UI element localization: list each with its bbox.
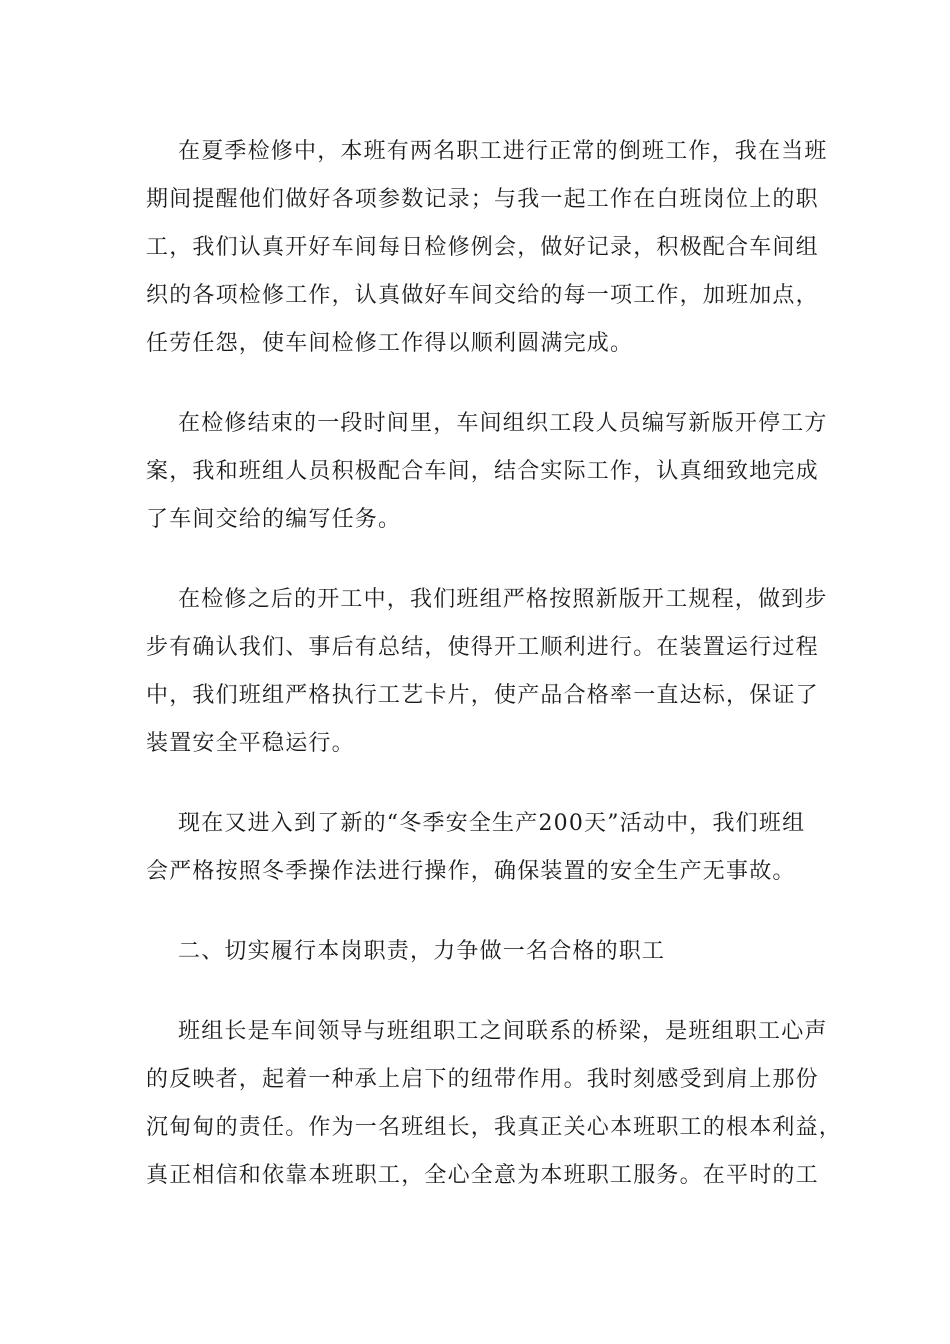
paragraph-line: 现在又进入到了新的“冬季安全生产200天”活动中，我们班组 [178, 811, 806, 836]
paragraph-line: 工，我们认真开好车间每日检修例会，做好记录，积极配合车间组 [146, 235, 819, 260]
paragraph-line: 在检修之后的开工中，我们班组严格按照新版开工规程，做到步 [178, 587, 828, 612]
paragraph-line: 期间提醒他们做好各项参数记录；与我一起工作在白班岗位上的职 [146, 187, 819, 212]
paragraph-line: 的反映者，起着一种承上启下的纽带作用。我时刻感受到肩上那份 [146, 1067, 819, 1092]
paragraph-line: 沉甸甸的责任。作为一名班组长，我真正关心本班职工的根本利益， [146, 1115, 843, 1140]
paragraph-startup [146, 576, 836, 768]
paragraph-line: 班组长是车间领导与班组职工之间联系的桥梁，是班组职工心声 [178, 1019, 828, 1044]
paragraph-line: 装置安全平稳运行。 [146, 731, 355, 756]
paragraph-after-maintenance [146, 400, 836, 544]
paragraph-team-leader [146, 1008, 843, 1200]
paragraph-line: 步有确认我们、事后有总结，使得开工顺利进行。在装置运行过程 [146, 635, 819, 660]
paragraph-line: 案，我和班组人员积极配合车间，结合实际工作，认真细致地完成 [146, 459, 819, 484]
paragraph-winter-safety [146, 800, 836, 896]
paragraph-line: 中，我们班组严格执行工艺卡片，使产品合格率一直达标，保证了 [146, 683, 819, 708]
paragraph-line: 真正相信和依靠本班职工，全心全意为本班职工服务。在平时的工 [146, 1163, 819, 1188]
paragraph-line: 了车间交给的编写任务。 [146, 507, 402, 532]
paragraph-line: 织的各项检修工作，认真做好车间交给的每一项工作，加班加点， [146, 283, 819, 308]
section-heading [146, 928, 836, 976]
section-heading-text: 二、切实履行本岗职责，力争做一名合格的职工 [178, 939, 666, 964]
paragraph-line: 会严格按照冬季操作法进行操作，确保装置的安全生产无事故。 [146, 859, 796, 884]
paragraph-line: 在夏季检修中，本班有两名职工进行正常的倒班工作，我在当班 [178, 139, 828, 164]
paragraph-summer-maintenance [146, 128, 836, 368]
paragraph-line: 在检修结束的一段时间里，车间组织工段人员编写新版开停工方 [178, 411, 828, 436]
paragraph-line: 任劳任怨，使车间检修工作得以顺利圆满完成。 [146, 331, 634, 356]
document-body [146, 128, 843, 1232]
